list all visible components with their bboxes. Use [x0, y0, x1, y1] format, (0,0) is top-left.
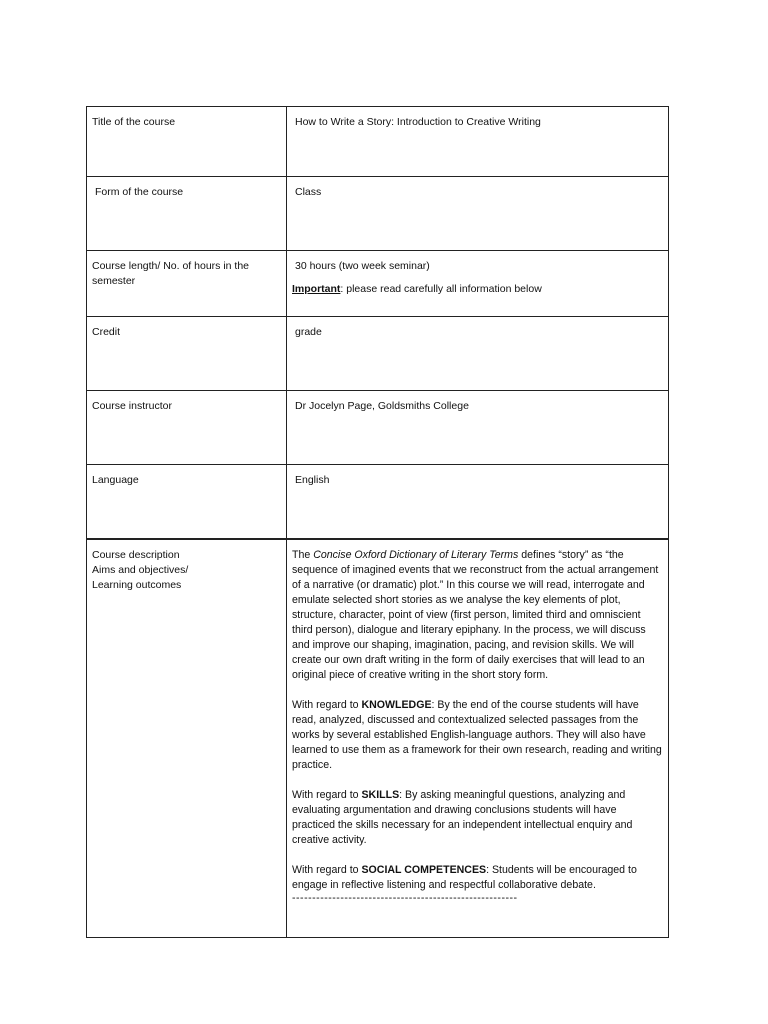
intro-dictionary-title: Concise Oxford Dictionary of Literary Terms — [313, 549, 519, 561]
skills-text: : By asking meaningful questions, analyzing and evaluating argumentation and drawing conclusions students will have practiced the skills necessary for an independent intellectual enquiry and creative activity. — [292, 789, 633, 846]
important-note — [292, 282, 662, 297]
social-pre: With regard to — [292, 864, 362, 876]
skills-label: SKILLS — [361, 789, 400, 801]
label-description-line-3: Learning outcomes — [92, 579, 182, 591]
value-title: How to Write a Story: Introduction to Creative Writing — [287, 107, 669, 176]
row-length — [87, 251, 669, 317]
row-title — [87, 107, 669, 177]
row-description — [87, 540, 669, 938]
label-credit: Credit — [87, 317, 287, 390]
value-credit: grade — [287, 317, 669, 390]
social-text: : Students will be encouraged to engage in reflective listening and respectful collaborative debate. — [292, 864, 637, 891]
knowledge-text: : By the end of the course students will have read, analyzed, discussed and contextualized selected passages from the works by several established English-language authors. They will also have learned to use them as a framework for their own research, reading and writing practice. — [292, 699, 662, 771]
value-description — [287, 540, 669, 937]
row-credit — [87, 317, 669, 391]
label-description-line-2: Aims and objectives/ — [92, 564, 189, 576]
knowledge-pre: With regard to — [292, 699, 362, 711]
description-knowledge — [292, 698, 662, 773]
social-label: SOCIAL COMPETENCES — [361, 864, 487, 876]
value-length: 30 hours (two week seminar) — [295, 260, 430, 272]
intro-text: defines “story” as “the sequence of imagined events that we reconstruct from the actual arrangement of a narrative (or dramatic) plot.” In this course we will read, interrogate and emulate selected short stories as we analyse the key elements of plot, structure, character, point of view (first person, limited third and omniscient third person), dialogue and literary epiphany. In the process, we will discuss and improve our shaping, imagination, pacing, and revision skills. We will create our own draft writing in the form of daily exercises that will lead to an original piece of creative writing in the short story form. — [292, 549, 659, 681]
label-title: Title of the course — [87, 107, 287, 176]
value-length-cell — [287, 251, 669, 316]
important-label: Important — [292, 283, 341, 295]
dashed-separator: -------------------------------------------------------- — [292, 892, 518, 904]
row-form — [87, 177, 669, 251]
knowledge-label: KNOWLEDGE — [361, 699, 432, 711]
value-form: Class — [287, 177, 669, 250]
value-instructor: Dr Jocelyn Page, Goldsmiths College — [287, 391, 669, 464]
row-language — [87, 465, 669, 540]
label-description — [87, 540, 287, 937]
label-length: Course length/ No. of hours in the semester — [87, 251, 287, 316]
intro-pre: The — [292, 549, 314, 561]
description-social — [292, 863, 662, 893]
label-instructor: Course instructor — [87, 391, 287, 464]
value-language: English — [287, 465, 669, 538]
important-text: : please read carefully all information below — [340, 283, 542, 295]
skills-pre: With regard to — [292, 789, 362, 801]
label-language: Language — [87, 465, 287, 538]
label-description-line-1: Course description — [92, 549, 180, 561]
description-skills — [292, 788, 662, 848]
label-form: Form of the course — [87, 177, 287, 250]
course-info-table — [86, 106, 669, 938]
row-instructor — [87, 391, 669, 465]
description-intro — [292, 548, 662, 683]
